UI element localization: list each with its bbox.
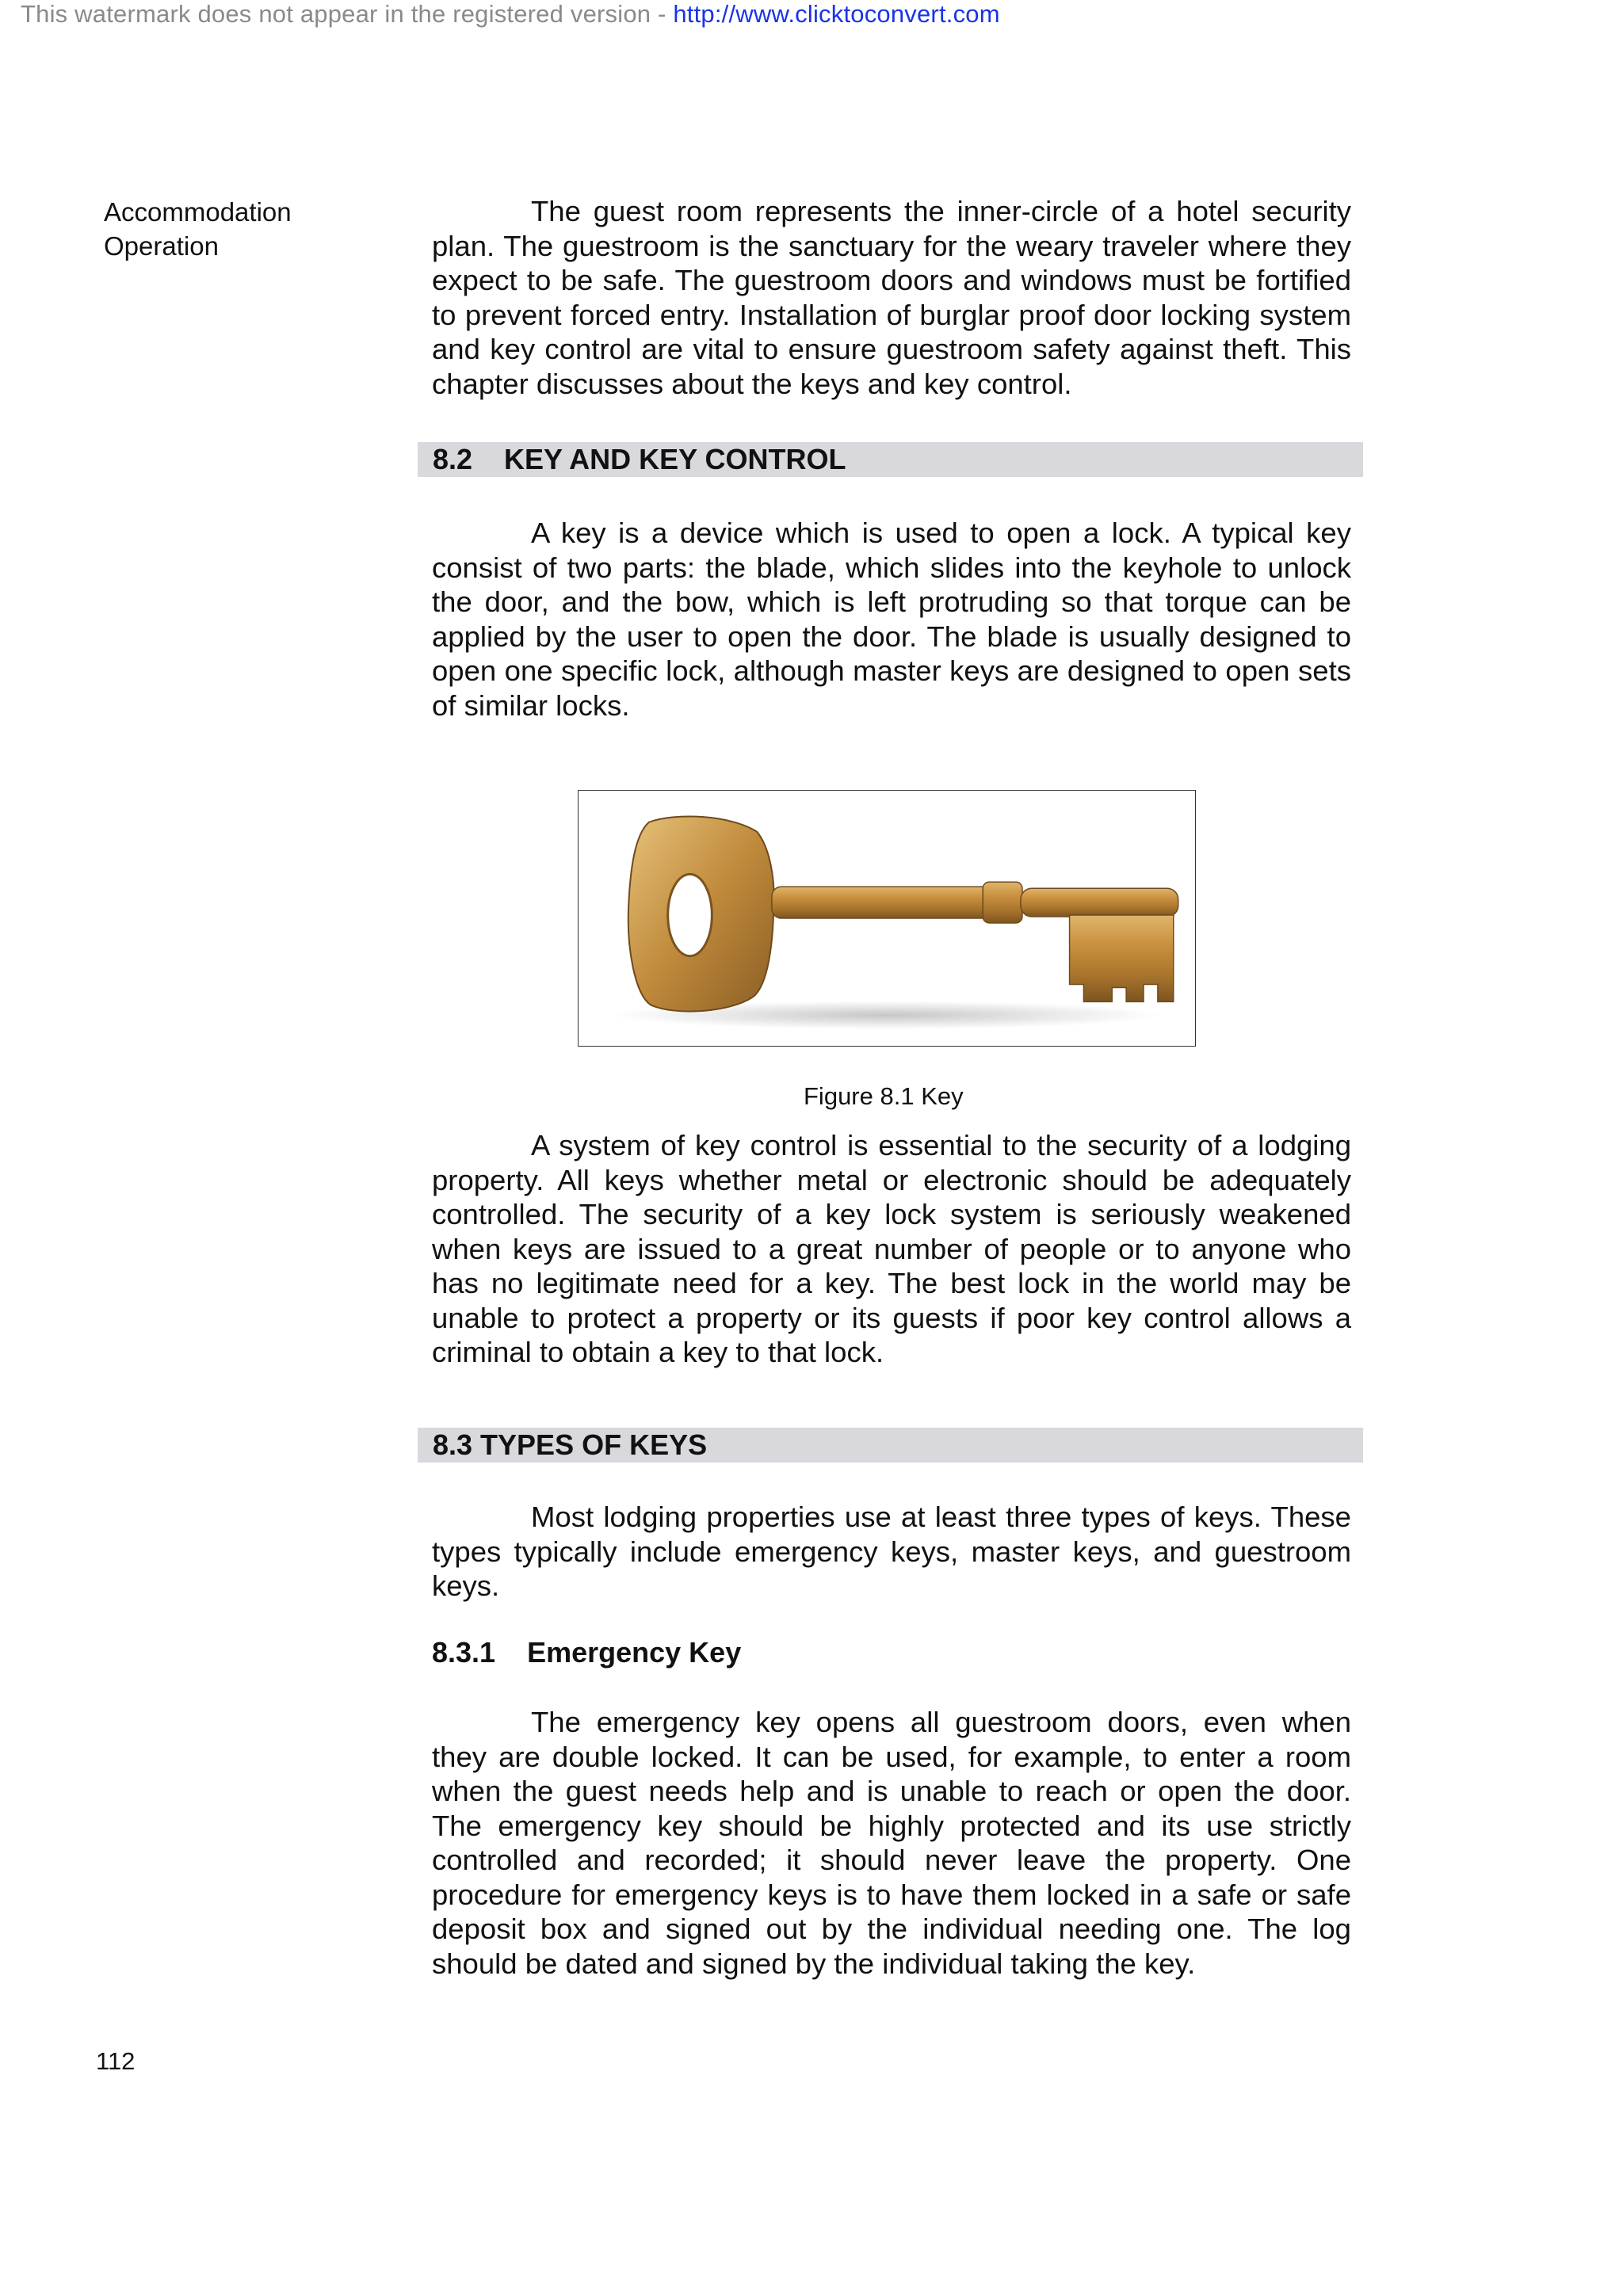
- watermark-link[interactable]: http://www.clicktoconvert.com: [673, 0, 1000, 28]
- key-image: [579, 791, 1195, 1046]
- subsection-heading-8-3-1: [432, 1636, 741, 1669]
- key-bit: [1070, 915, 1174, 1001]
- key-control-block: [432, 1128, 1351, 1370]
- key-blade: [1021, 888, 1178, 917]
- key-definition-block: [432, 516, 1351, 723]
- section-heading-8-3: [418, 1428, 1363, 1463]
- watermark: [21, 0, 1000, 29]
- page-number: 112: [96, 2047, 136, 2075]
- intro-block: [432, 194, 1351, 401]
- side-label: [104, 195, 365, 263]
- types-paragraph: Most lodging properties use at least three types of keys. These types typically include emergency keys, master keys, and guestroom keys.: [432, 1501, 1351, 1602]
- subsection-number: 8.3.1: [432, 1636, 496, 1669]
- types-block: [432, 1500, 1351, 1604]
- section-heading-text: 8.3 TYPES OF KEYS: [433, 1428, 708, 1461]
- subsection-title: Emergency Key: [527, 1636, 742, 1669]
- key-bow-hole: [668, 874, 712, 955]
- figure-caption: Figure 8.1 Key: [804, 1082, 964, 1110]
- watermark-text: This watermark does not appear in the registered version -: [21, 0, 674, 28]
- section-title: KEY AND KEY CONTROL: [504, 443, 846, 475]
- key-collar: [983, 882, 1022, 923]
- section-number: 8.2: [433, 443, 473, 475]
- side-label-line1: Accommodation: [104, 197, 292, 227]
- emergency-key-paragraph: The emergency key opens all guestroom doors, even when they are double locked. It can be used, for example, to enter a room when the guest needs help and is unable to reach or open the door. The emergency key should be highly protected and its use strictly controlled and recorded; it should never leave the property. One procedure for emergency keys is to have them locked in a safe or safe deposit box and signed out by the individual needing one. The log should be dated and signed by the individual taking the key.: [432, 1706, 1351, 1980]
- key-control-paragraph: A system of key control is essential to the security of a lodging property. All keys whether metal or electronic should be adequately controlled. The security of a key lock system is seriously weakened when keys are issued to a great number of people or to anyone who has no legitimate need for a key. The best lock in the world may be unable to protect a property or its guests if poor key control allows a criminal to obtain a key to that lock.: [432, 1129, 1351, 1368]
- side-label-line2: Operation: [104, 231, 219, 261]
- key-figure: [578, 790, 1196, 1047]
- intro-paragraph: The guest room represents the inner-circle of a hotel security plan. The guestroom is the sanctuary for the weary traveler where they expect to be safe. The guestroom doors and windows must be fortified to prevent forced entry. Installation of burglar proof door locking system and key control are vital to ensure guestroom safety against theft. This chapter discusses about the keys and key control.: [432, 195, 1351, 400]
- key-shank: [772, 887, 992, 918]
- emergency-key-block: [432, 1705, 1351, 1981]
- key-definition-paragraph: A key is a device which is used to open a lock. A typical key consist of two parts: the blade, which slides into the keyhole to unlock the door, and the bow, which is left protruding so that torque can be applied by the user to open the door. The blade is usually designed to open one specific lock, although master keys are designed to open sets of similar locks.: [432, 517, 1351, 722]
- section-heading-8-2: [418, 442, 1363, 477]
